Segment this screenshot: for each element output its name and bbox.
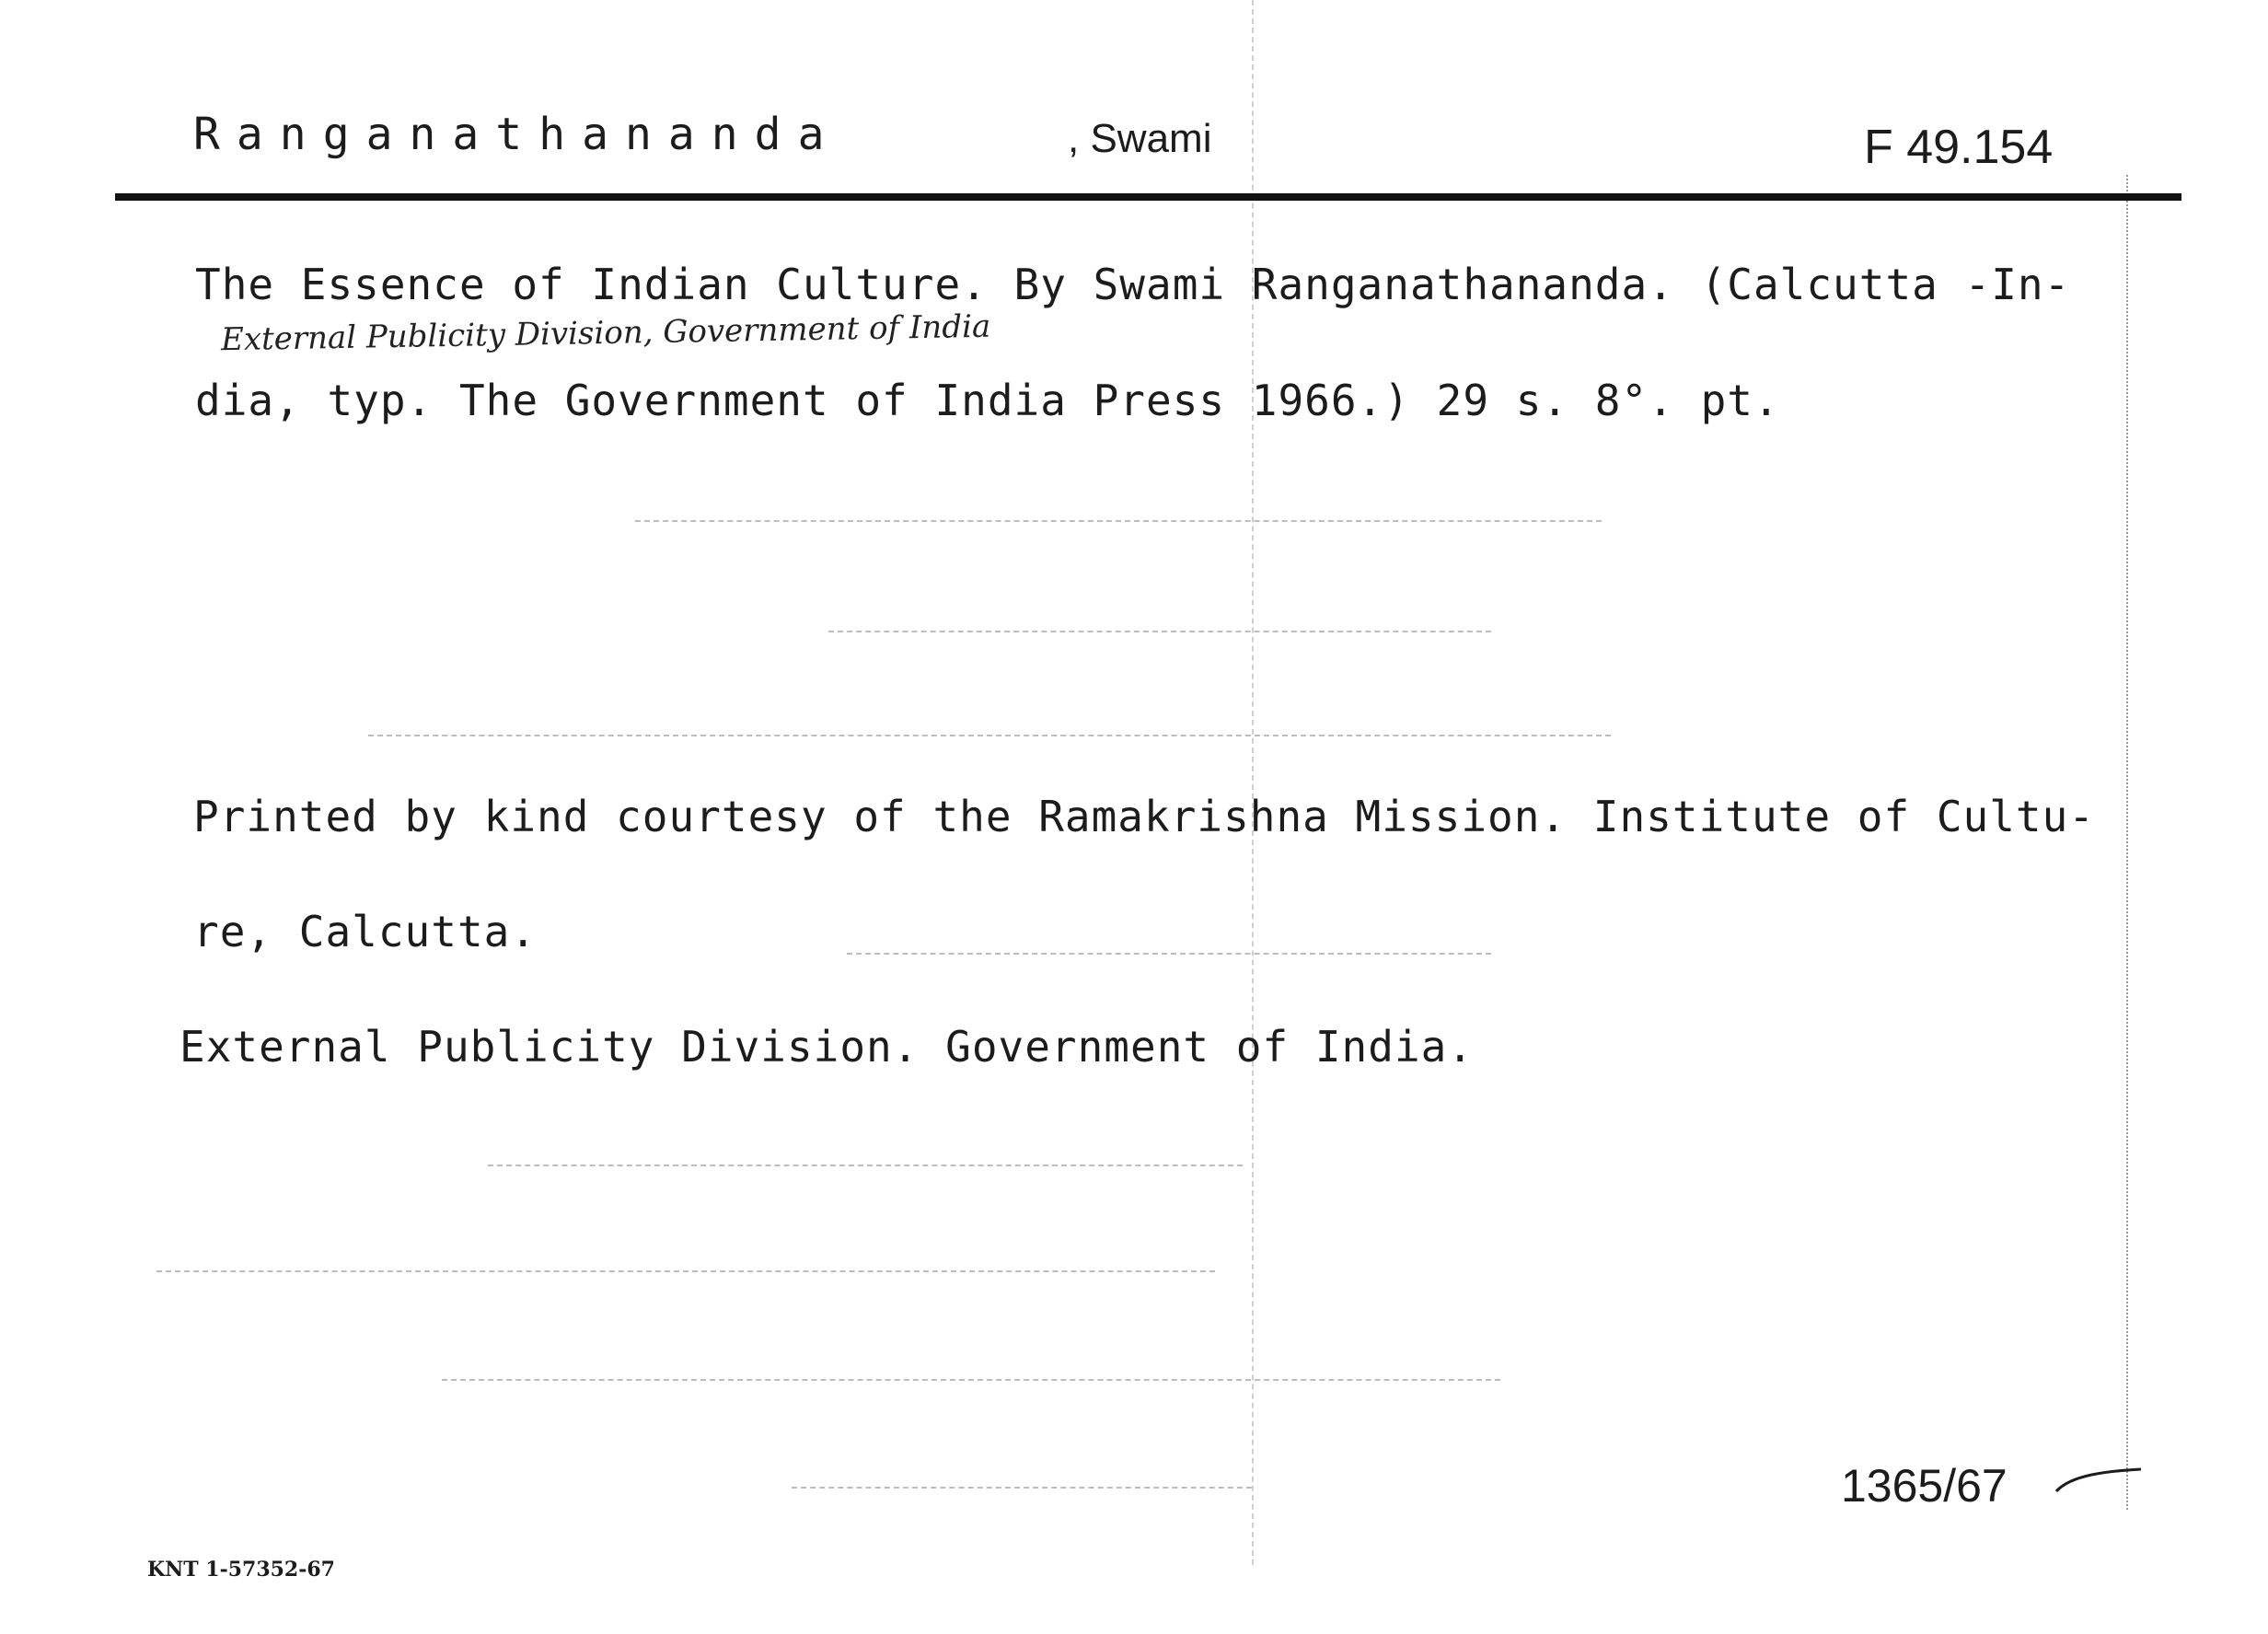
- print-code: KNT 1-57352-67: [147, 1558, 335, 1582]
- shelfmark: F 49.154: [1864, 121, 2054, 174]
- scan-noise-line: [442, 1379, 1500, 1381]
- scan-noise-line: [635, 520, 1602, 522]
- note-line-2: re, Calcutta.: [193, 907, 538, 956]
- handwritten-annotation: External Publicity Division, Government of India: [220, 307, 991, 359]
- card-perforation-edge: [2126, 175, 2130, 1510]
- accession-number: 1365/67: [1841, 1460, 2008, 1512]
- scan-noise-line: [156, 1270, 1215, 1272]
- scan-noise-line: [847, 953, 1491, 955]
- card-fold-line: [1252, 0, 1256, 1565]
- scan-noise-line: [488, 1165, 1243, 1166]
- checkmark-icon: [2053, 1464, 2145, 1501]
- scan-noise-line: [828, 631, 1491, 632]
- title-line-1: The Essence of Indian Culture. By Swami Ranganathananda. (Calcutta -In-: [195, 260, 2071, 309]
- heading-given-name: , Swami: [1068, 116, 1212, 161]
- title-line-2: dia, typ. The Government of India Press 1966.) 29 s. 8°. pt.: [195, 376, 1780, 425]
- heading-rule: [115, 193, 2181, 201]
- heading-surname: Ranganathananda: [193, 109, 841, 160]
- publisher-line: External Publicity Division. Government of India.: [179, 1022, 1475, 1072]
- scan-noise-line: [792, 1487, 1252, 1489]
- note-line-1: Printed by kind courtesy of the Ramakrishna Mission. Institute of Cultu-: [193, 792, 2095, 841]
- scan-noise-line: [368, 735, 1611, 736]
